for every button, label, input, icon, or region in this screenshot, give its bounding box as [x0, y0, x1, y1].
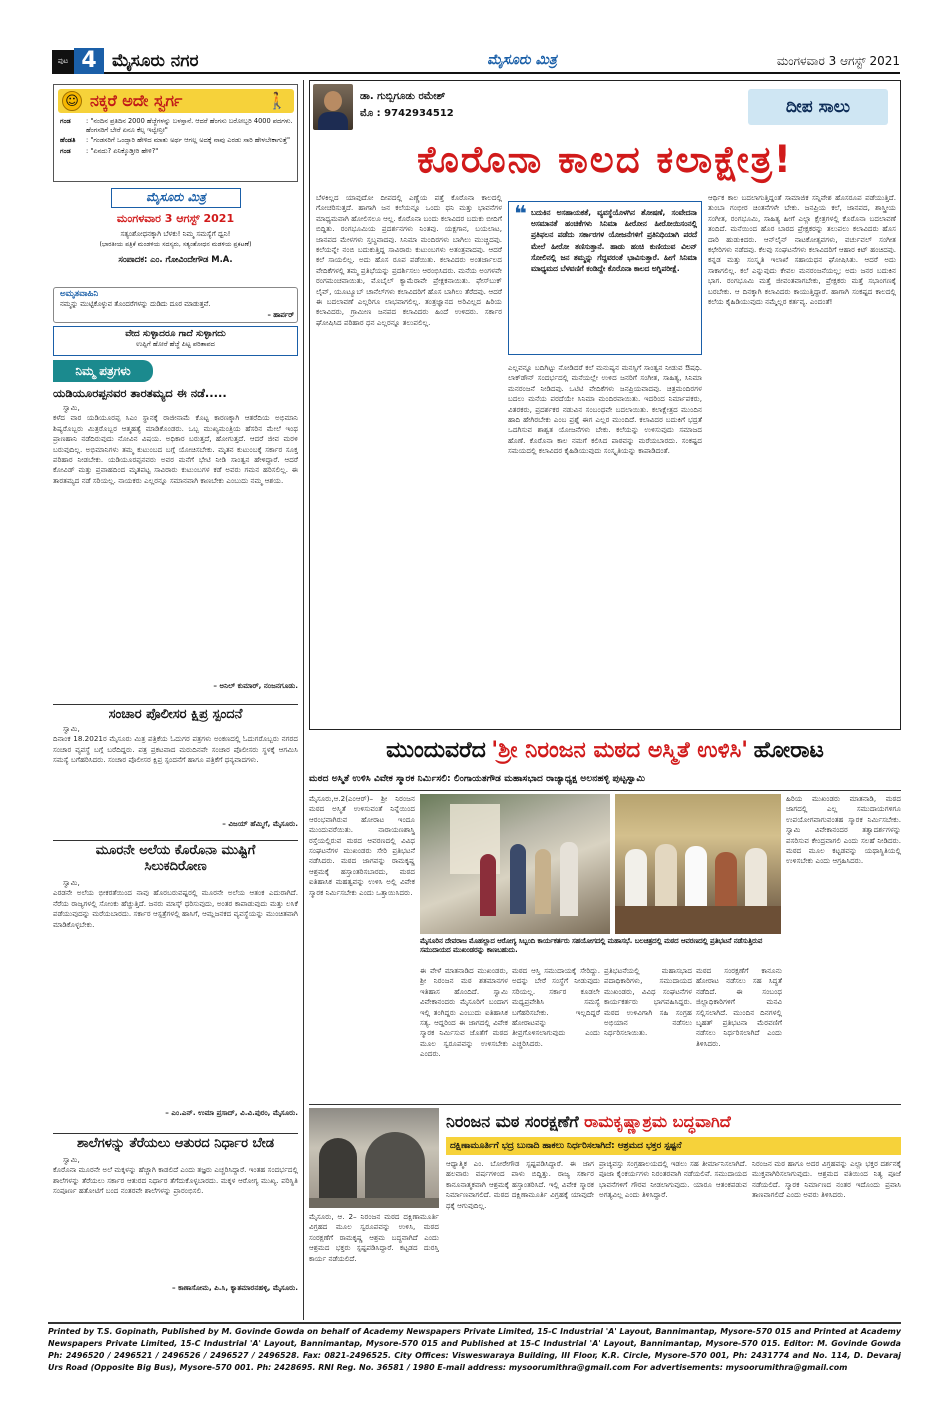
quote-mark-icon: ❝ — [514, 202, 527, 227]
author-phone: ಮೊ : 9742934512 — [360, 108, 454, 119]
letter-signoff: – ಅನಿಲ್ ಕುಮಾರ್, ನಂಜನಗೂಡು. — [213, 681, 298, 691]
page-number: 4 — [74, 48, 104, 74]
author-name: ಡಾ. ಗುಬ್ಬಿಗೂಡು ರಮೇಶ್ — [360, 91, 446, 102]
amruthavahini-title: ಅಮೃತವಾಹಿನಿ — [60, 289, 99, 299]
feature-col2: ಎಲ್ಲವನ್ನೂ ಬದಿಗಿಟ್ಟು ನೋಡಿದರೆ ಕಲೆ ಮನುಷ್ಯನ ಮನಸ್ಸಿಗೆ ಸಾಂತ್ವನ ನೀಡುವ ಔಷಧಿ. ಲಾಕ್‌ಡೌನ್ ಸಂದರ್ಭದಲ್ಲಿ ಮನೆಯಲ್ಲೇ ಉಳಿದ ಜನರಿಗೆ ಸಂಗೀತ, ಸಾಹಿತ್ಯ, ಸಿನಿಮಾ ಮನರಂಜನೆ ನೀಡಿದವು. ಒಟಿಟಿ ವೇದಿಕೆಗಳು ಜನಪ್ರಿಯವಾದವು. ಚಿತ್ರಮಂದಿರಗಳ ಬದಲು ಮನೆಯ ಪರದೆಯೇ ಸಿನಿಮಾ ಮಂದಿರವಾಯಿತು. ಇದರಿಂದ ನಿರ್ಮಾಪಕರು, ವಿತರಕರು, ಪ್ರದರ್ಶಕರ ನಡುವಿನ ಸಂಬಂಧವೇ ಬದಲಾಯಿತು. ಕಲಾಕ್ಷೇತ್ರದ ಮುಂದಿನ ಹಾದಿ ಹೇಗಿರಬೇಕು ಎಂಬ ಪ್ರಶ್ನೆ ಈಗ ಎಲ್ಲರ ಮುಂದಿದೆ. ಕಲಾವಿದರ ಬದುಕಿಗೆ ಭದ್ರತೆ ಒದಗಿಸುವ ಶಾಶ್ವತ ಯೋಜನೆಗಳು ಬೇಕು. ಕಲೆಯನ್ನು ಉಳಿಸುವುದು ಸಮಾಜದ ಹೊಣೆ. ಕೊರೊನಾ ಕಾಲ ನಮಗೆ ಕಲಿಸಿದ ಪಾಠವನ್ನು ಮರೆಯಬಾರದು. ಸಂಕಷ್ಟದ ಸಮಯದಲ್ಲಿ ಕಲಾವಿದರ ಕೈಹಿಡಿಯುವುದು ಸಂಸ್ಕೃತಿಯನ್ನು ಕಾಪಾಡಿದಂತೆ. — [508, 363, 702, 456]
letter-body: ಕೊರೊನಾ ಮೂರನೇ ಅಲೆ ಮಕ್ಕಳನ್ನು ಹೆಚ್ಚಾಗಿ ಕಾಡಲಿದೆ ಎಂದು ತಜ್ಞರು ಎಚ್ಚರಿಸಿದ್ದಾರೆ. ಇಂತಹ ಸಂದರ್ಭದಲ್ಲಿ ಶಾಲೆಗಳನ್ನು ತೆರೆಯಲು ಸರ್ಕಾರ ಆತುರದ ನಿರ್ಧಾರ ತೆಗೆದುಕೊಳ್ಳಬಾರದು. ಮಕ್ಕಳ ಆರೋಗ್ಯ ಮುಖ್ಯ. ಪರಿಸ್ಥಿತಿ ಸಂಪೂರ್ಣ ಹತೋಟಿಗೆ ಬಂದ ನಂತರವೇ ಶಾಲೆಗಳನ್ನು ಪ್ರಾರಂಭಿಸಲಿ. — [53, 1165, 298, 1196]
proverb-box — [53, 326, 298, 356]
protest-headline-post: ಹೋರಾಟ — [753, 738, 824, 763]
protest-photo-caption: ಮೈಸೂರಿನ ದೇವರಾಜ ಮೊಹಲ್ಲಾದ ಆರೋಗ್ಯ ಸಿಬ್ಬಂದಿ ಕಾರ್ಯಕರ್ತರು ಸಹಯೋಗದಲ್ಲಿ ಮಹಾಸಭೆ. ಬಲಚಿತ್ರದಲ್ಲಿ ಮಠದ ಆವರಣದಲ್ಲಿ ಪ್ರತಿಭಟನೆ ನಡೆಸುತ್ತಿರುವ ಸಮುದಾಯದ ಮುಖಂಡರನ್ನು ಕಾಣಬಹುದು. — [420, 937, 763, 954]
ashram-col3: ಪ್ರಾಚ್ಯವಸ್ತು ಸಂಗ್ರಹಾಲಯದಲ್ಲಿ ಇಡಲು ಸಹ ತೀರ್ಮಾನಿಸಲಾಗಿದೆ. ಪೂಜಾ ಕೈಂಕರ್ಯಗಳು ನಿರಂತರವಾಗಿ ನಡೆಯಲಿವೆ. ಸಮುದಾಯದ ಭಾವನೆಗಳಿಗೆ ಗೌರವ ನೀಡಲಾಗುವುದು. ಯಾರೂ ಆತಂಕಪಡುವ ಅಗತ್ಯವಿಲ್ಲ ಎಂದು ತಿಳಿಸಿದ್ದಾರೆ. — [599, 1159, 747, 1200]
feature-col1: ಬೆಳಕಿಲ್ಲದ ಯಾವುದೋ ದೀಪದಲ್ಲಿ ಎಣ್ಣೆಯ ಪತ್ತೆ ಕೊರೊನಾ ಕಾಲದಲ್ಲಿ ಗೋಚರಿಸುತ್ತದೆ. ಹಾಗಾಗಿ ಜನ ಕಲೆಯನ್ನೂ ಒಂದು ಧನಿ ಮತ್ತು ಭಾವನೆಗಳ ಮಾಧ್ಯಮವಾಗಿ ಹೋಲಿಸಲೂ ಆಲ್ಲ. ಕೊರೊನಾ ಬಂದು ಕಲಾವಿದರ ಬದುಕು ಬೀದಿಗೆ ಬಿದ್ದಿತು. ರಂಗಭೂಮಿಯ ಪ್ರದರ್ಶನಗಳು ನಿಂತವು. ಯಕ್ಷಗಾನ, ಬಯಲಾಟ, ಜಾನಪದ ಮೇಳಗಳು ಸ್ತಬ್ಧವಾದವು. ಸಿನಿಮಾ ಮಂದಿರಗಳು ಬಾಗಿಲು ಮುಚ್ಚಿದವು. ಕಲೆಯನ್ನೇ ನಂಬಿ ಬದುಕುತ್ತಿದ್ದ ಸಾವಿರಾರು ಕುಟುಂಬಗಳು ಅತಂತ್ರವಾದವು. ಆದರೆ ಕಲೆ ಸಾಯಲಿಲ್ಲ. ಅದು ಹೊಸ ರೂಪ ಪಡೆಯಿತು. ಕಲಾವಿದರು ಅಂತರ್ಜಾಲದ ವೇದಿಕೆಗಳಲ್ಲಿ ತಮ್ಮ ಪ್ರತಿಭೆಯನ್ನು ಪ್ರದರ್ಶಿಸಲು ಆರಂಭಿಸಿದರು. ಮನೆಯ ಅಂಗಳವೇ ರಂಗಮಂಚವಾಯಿತು, ಮೊಬೈಲ್ ಕ್ಯಾಮೆರಾವೇ ಪ್ರೇಕ್ಷಕನಾಯಿತು. ಫೇಸ್‌ಬುಕ್ ಲೈವ್, ಯೂಟ್ಯೂಬ್ ಚಾನೆಲ್‌ಗಳು ಕಲಾವಿದರಿಗೆ ಹೊಸ ಬಾಗಿಲು ತೆರೆದವು. ಆದರೆ ಈ ಬದಲಾವಣೆ ಎಲ್ಲರಿಗೂ ಲಾಭವಾಗಲಿಲ್ಲ. ತಂತ್ರಜ್ಞಾನದ ಅರಿವಿಲ್ಲದ ಹಿರಿಯ ಕಲಾವಿದರು, ಗ್ರಾಮೀಣ ಜನಪದ ಕಲಾವಿದರು ಹಿಂದೆ ಉಳಿದರು. ಸರ್ಕಾರ ಘೋಷಿಸಿದ ಪರಿಹಾರ ಧನ ಎಲ್ಲರನ್ನೂ ತಲುಪಲಿಲ್ಲ. — [316, 193, 502, 327]
protest-body-4: ಮಠದ ಸಂರಕ್ಷಣೆಗೆ ಕಾನೂನು ಹೋರಾಟ ನಡೆಸಲು ಸಹ ಸಿದ್ಧತೆ ನಡೆದಿದೆ. ಈ ಸಂಬಂಧ ಜಿಲ್ಲಾಧಿಕಾರಿಗಳಿಗೆ ಮನವಿ ಸಲ್ಲಿಸಲಾಗಿದೆ. ಮುಂದಿನ ದಿನಗಳಲ್ಲಿ ಬೃಹತ್ ಪ್ರತಿಭಟನಾ ಮೆರವಣಿಗೆ ನಡೆಸಲು ನಿರ್ಧರಿಸಲಾಗಿದೆ ಎಂದು ತಿಳಿಸಿದರು. — [696, 966, 782, 1048]
protest-body-2: ಮಠದ ಆಸ್ತಿ ಸಮುದಾಯಕ್ಕೆ ಸೇರಿದ್ದು. ಅದನ್ನು ಬೇರೆ ಸಂಸ್ಥೆಗೆ ನೀಡುವುದು ಸರಿಯಲ್ಲ. ಸರ್ಕಾರ ಕೂಡಲೇ ಮಧ್ಯಪ್ರವೇಶಿಸಿ ಸಮಸ್ಯೆ ಬಗೆಹರಿಸಬೇಕು. ಇಲ್ಲದಿದ್ದರೆ ಹೋರಾಟವನ್ನು ತೀವ್ರಗೊಳಿಸಲಾಗುವುದು ಎಂದು ಎಚ್ಚರಿಸಿದರು. — [512, 966, 600, 1048]
info-date: ಮಂಗಳವಾರ 3 ಆಗಸ್ಟ್ 2021 — [116, 212, 235, 225]
amruthavahini-author: – ಹಾರ್ಪರ್ — [267, 311, 294, 319]
letter-title: ಸಂಚಾರ ಪೊಲೀಸರ ಕ್ಷಿಪ್ರ ಸ್ಪಂದನೆ — [108, 707, 243, 722]
laughing-face-icon: ☺ — [62, 91, 82, 111]
info-logo: ಮೈಸೂರು ಮಿತ್ರ — [111, 188, 241, 208]
protest-body-3: ಪ್ರತಿಭಟನೆಯಲ್ಲಿ ಮಹಾಸಭಾದ ಪದಾಧಿಕಾರಿಗಳು, ಸಮುದಾಯದ ಮುಖಂಡರು, ವಿವಿಧ ಸಂಘಟನೆಗಳ ಕಾರ್ಯಕರ್ತರು ಭಾಗವಹಿಸಿದ್ದರು. ಮಠದ ಉಳಿವಿಗಾಗಿ ಸಹಿ ಸಂಗ್ರಹ ಅಭಿಯಾನ ನಡೆಸಲು ನಿರ್ಧರಿಸಲಾಯಿತು. — [604, 966, 692, 1038]
protest-headline-quote: 'ಶ್ರೀ ನಿರಂಜನ ಮಠದ ಅಸ್ಮಿತೆ ಉಳಿಸಿ' — [491, 738, 749, 763]
protest-lead: ಮೈಸೂರು,ಆ.2(ಎಂಆರ್)– ಶ್ರೀ ನಿರಂಜನ ಮಠದ ಅಸ್ಮಿತೆ ಉಳಿಸುವಂತೆ ನಿನ್ನೆಯಿಂದ ಆರಂಭವಾಗಿರುವ ಹೋರಾಟ ಇಂದೂ ಮುಂದುವರೆಯಿತು. ನಾರಾಯಣಶಾಸ್ತ್ರಿ ರಸ್ತೆಯಲ್ಲಿರುವ ಮಠದ ಆವರಣದಲ್ಲಿ ವಿವಿಧ ಸಂಘಟನೆಗಳ ಮುಖಂಡರು ಸೇರಿ ಪ್ರತಿಭಟನೆ ನಡೆಸಿದರು. ಮಠದ ಜಾಗವನ್ನು ರಾಮಕೃಷ್ಣ ಆಶ್ರಮಕ್ಕೆ ಹಸ್ತಾಂತರಿಸಬಾರದು, ಮಠದ ಐತಿಹಾಸಿಕ ಮಹತ್ವವನ್ನು ಉಳಿಸಿ ಅಲ್ಲಿ ವಿವೇಕ ಸ್ಮಾರಕ ನಿರ್ಮಿಸಬೇಕು ಎಂದು ಒತ್ತಾಯಿಸಿದರು. — [309, 794, 415, 897]
masthead — [52, 46, 900, 74]
ashram-subhead: ದಕ್ಷಿಣಾಮೂರ್ತಿಗೆ ಭದ್ರ ಬುನಾದಿ ಹಾಕಲು ನಿರ್ಧರಿಸಲಾಗಿದೆ: ಆಶ್ರಮದ ಭಕ್ತರ ಸ್ಪಷ್ಟನೆ — [446, 1137, 901, 1155]
humor-line: ಗಂಡ : "ಏನದು? ಏನಿಕ್ಕೊಡ್ತೀರಿ ಹೇಳಿ?" — [60, 146, 159, 155]
paper-name: ಮೈಸೂರು ಮಿತ್ರ — [487, 52, 557, 68]
letter-2 — [53, 707, 298, 837]
info-line1: ಸತ್ಯಂಶೋಧನಕ್ಕಾಗಿ ಬೆಳಕು! ನಿಮ್ಮ ಸಮಸ್ಯೆಗೆ ಧ್ವನಿ! — [120, 230, 231, 238]
letter-title: ಮೂರನೇ ಅಲೆಯ ಕೊರೊನಾ ಮುಷ್ಟಿಗೆ ಸಿಲುಕದಿರೋಣ — [95, 843, 256, 874]
letter-signoff: – ಕಾಣಾಸೋಮ, ಪಿ.ಸಿ, ಕ್ಯಾತಮಾರನಹಳ್ಳಿ, ಮೈಸೂರು. — [172, 1283, 298, 1293]
humor-title: ನಕ್ಕರೆ ಅದೇ ಸ್ವರ್ಗ — [90, 91, 183, 110]
author-photo — [313, 84, 353, 130]
section-title: ಮೈಸೂರು ನಗರ — [112, 51, 199, 71]
mutt-photo — [309, 1108, 439, 1208]
letter-salutation: ಸ್ವಾಮಿ, — [63, 724, 80, 733]
amruthavahini-text: ನಮ್ಮನ್ನು ಮುಟ್ಟಿಕೊಳ್ಳುವ ತೊಂದರೆಗಳನ್ನು ದುಡಿದು ದೂರ ಮಾಡುತ್ತವೆ. — [60, 300, 211, 308]
info-line2: (ಭಾರತೀಯ ಪತ್ರಿಕೆ ಮಂಡಳಿಯ ಸದಸ್ಯರು, ಸತ್ಯಂಶೋಧನ ಮಡಳಿಯ ಪ್ರಕಟಣೆ) — [99, 241, 252, 248]
feature-article — [309, 80, 901, 730]
info-editor: ಸಂಪಾದಕ: ಎಂ. ಗೋವಿಂದೇಗೌಡ M.A. — [118, 254, 233, 264]
humor-title-bar — [58, 89, 294, 113]
proverb-line1: ವೇದ ಸುಳ್ಳಾದರೂ ಗಾದೆ ಸುಳ್ಳಾಗದು — [125, 329, 226, 339]
ashram-headline-pre: ನಿರಂಜನ ಮಠ ಸಂರಕ್ಷಣೆಗೆ — [446, 1112, 579, 1131]
letter-title: ಶಾಲೆಗಳನ್ನು ತೆರೆಯಲು ಆತುರದ ನಿರ್ಧಾರ ಬೇಡ — [77, 1136, 274, 1151]
letter-4 — [53, 1136, 298, 1316]
protest-headline-pre: ಮುಂದುವರೆದ — [386, 738, 486, 763]
humor-lines — [60, 117, 294, 155]
letter-signoff: – ವಿಜಯ್ ಹೆಮ್ಮಿಗೆ, ಮೈಸೂರು. — [222, 819, 298, 829]
letters-banner: ನಿಮ್ಮ ಪತ್ರಗಳು — [53, 360, 153, 382]
letter-title: ಯಡಿಯೂರಪ್ಪನವರ ತಾರತಮ್ಯದ ಈ ನಡೆ..... — [53, 386, 227, 400]
page-tag: ಪುಟ — [52, 50, 74, 72]
pullquote-text: ಬದುಕಿನ ಅಸಹಾಯಕತೆ, ವ್ಯವಸ್ಥೆಯೊಳಗಿನ ಶೋಷಣೆ, ಸಂವೇದನಾ ಅಸಮಾನತೆ ಹಂಚಿಕೆಗಳು ಸಿನಿಮಾ ಹೀರೋನ ಹೀರೋಯಿಸಂನಲ್ಲಿ ಪ್ರತಿಫಲನ ಪಡೆದು ಸರ್ಕಾರಗಳ ಯೋಜನೆಗಳಿಗೆ ಪ್ರತಿನಿಧಿಯಾಗಿ ಪರದೆ ಮೇಲೆ ಹೀರೋ ತಣಿಸುತ್ತಾನೆ. ಹಾಡು ಹಂಚಿ ಕುಣಿಯುವ ವಿಲನ್ ಸೋಲಿನಲ್ಲಿ ಜನ ತಮ್ಮನ್ನು ಗೆದ್ದವರಂತೆ ಭಾವಿಸುತ್ತಾರೆ. ಹೀಗೆ ಸಿನಿಮಾ ಮಾಧ್ಯಮದ ಬೆಳವಣಿಗೆ ಕಂಡಿದ್ದೇ ಕೊರೊನಾ ಕಾಲದ ಅಗ್ನಿಪರೀಕ್ಷೆ. — [531, 208, 697, 274]
protest-subhead: ಮಠದ ಅಸ್ಮಿತೆ ಉಳಿಸಿ ವಿವೇಕ ಸ್ಮಾರಕ ನಿರ್ಮಿಸಲಿ: ಲಿಂಗಾಯತಗೌಡ ಮಹಾಸಭಾದ ರಾಜ್ಯಾಧ್ಯಕ್ಷ ಅಲನಹಳ್ಳಿ ಪುಟ್ಟಸ್ವಾಮಿ — [309, 773, 646, 784]
ashram-headline — [446, 1110, 901, 1134]
protest-headline — [309, 735, 901, 767]
page-date: ಮಂಗಳವಾರ 3 ಆಗಸ್ಟ್ 2021 — [776, 54, 900, 68]
ashram-headline-accent: ರಾಮಕೃಷ್ಣಾಶ್ರಮ ಬದ್ಧವಾಗಿದೆ — [584, 1112, 731, 1131]
humor-line: ಹೆಂಡತಿ : "ಗಂಡಸರಿಗೆ ಒಂದ್ಸಾರಿ ಹೇಳಿದ ಮಾತು ಅರ್ಥ ಆಗಲ್ಲ ಅದಕ್ಕೆ ನಾವು ಎರಡು ಸಾರಿ ಹೇಳಬೇಕಾಗುತ್ತೆ" — [60, 136, 291, 144]
feature-headline: ಕೊರೊನಾ ಕಾಲದ ಕಲಾಕ್ಷೇತ್ರ! — [417, 138, 793, 181]
protest-photo-right — [615, 794, 781, 934]
protest-body-right: ಹಿರಿಯ ಮುಖಂಡರು ಮಾತನಾಡಿ, ಮಠದ ಜಾಗದಲ್ಲಿ ಎಲ್ಲ ಸಮುದಾಯಗಳಿಗೂ ಉಪಯೋಗವಾಗುವಂತಹ ಸ್ಮಾರಕ ನಿರ್ಮಿಸಬೇಕು. ಸ್ವಾಮಿ ವಿವೇಕಾನಂದರ ತತ್ವಾದರ್ಶಗಳನ್ನು ಪಸರಿಸುವ ಕೇಂದ್ರವಾಗಲಿ ಎಂದು ಸಲಹೆ ನೀಡಿದರು. ಮಠದ ಮೂಲ ಕಟ್ಟಡವನ್ನು ಯಥಾಸ್ಥಿತಿಯಲ್ಲಿ ಉಳಿಸಬೇಕು ಎಂದು ಆಗ್ರಹಿಸಿದರು. — [786, 794, 901, 866]
imprint: Printed by T.S. Gopinath, Published by M. Govinde Gowda on behalf of Academy Newspapers Private Limited, 15-C Industrial 'A' Layout, Bannimantap, Mysore-570 015 and Printed at Academy Newspapers Private Limited, 15-C Industrial 'A' Layout, Bannimantap, Mysore-570 015 and Published at 15-C Industrial 'A' Layout, Bannimantap, Mysore-570 015. Editor: M. Govinde Gowda Ph: 2496520 / 2496521 / 2496526 / 2496527 / 2496528. Fax: 0821-2496525. City Offices: Visweswaraya Building, III Floor, K.R. Circle, Mysore-570 001, Ph: 2431774 and No. 114, D. Devaraj Urs Road (Opposite Big Bus), Mysore-570 001. Ph: 2428695. RNI Reg. No. 36581 / 1980 E-mail address: mysoorumithra@gmail.com For advertisements: mysoorumithra@gmail.com — [48, 1327, 901, 1372]
info-box — [53, 186, 298, 284]
letter-3 — [53, 843, 298, 1130]
feature-col3: ಆರ್ಥಿಕ ಕಾಲ ಬದಲಾಗುತ್ತಿದ್ದಂತೆ ಸಾಮಾಜಿಕ ಸನ್ನಿವೇಶ ಹೊಸರೂಪ ಪಡೆಯುತ್ತಿದೆ. ತುಂಬಾ ಗಂಭೀರ ಚಿಂತನೆಗಳೇ ಬೇಕು. ಜನಪ್ರಿಯ ಕಲೆ, ಜಾನಪದ, ಶಾಸ್ತ್ರೀಯ ಸಂಗೀತ, ರಂಗಭೂಮಿ, ಸಾಹಿತ್ಯ ಹೀಗೆ ಎಲ್ಲಾ ಕ್ಷೇತ್ರಗಳಲ್ಲಿ ಕೊರೊನಾ ಬದಲಾವಣೆ ತಂದಿದೆ. ಮನೆಯಿಂದ ಹೊರ ಬಾರದ ಪ್ರೇಕ್ಷಕರನ್ನು ತಲುಪಲು ಕಲಾವಿದರು ಹೊಸ ದಾರಿ ಹುಡುಕಿದರು. ಆನ್‌ಲೈನ್ ನಾಟಕೋತ್ಸವಗಳು, ವರ್ಚುವಲ್ ಸಂಗೀತ ಕಛೇರಿಗಳು ನಡೆದವು. ಕೆಲವು ಸಂಘಟನೆಗಳು ಕಲಾವಿದರಿಗೆ ಆಹಾರ ಕಿಟ್ ಹಂಚಿದವು. ಕನ್ನಡ ಮತ್ತು ಸಂಸ್ಕೃತಿ ಇಲಾಖೆ ಸಹಾಯಧನ ಘೋಷಿಸಿತು. ಆದರೆ ಅದು ಸಾಕಾಗಲಿಲ್ಲ. ಕಲೆ ಎನ್ನುವುದು ಕೇವಲ ಮನರಂಜನೆಯಲ್ಲ; ಅದು ಜನರ ಬದುಕಿನ ಭಾಗ. ರಂಗಭೂಮಿ ಮತ್ತೆ ಜೀವಂತವಾಗಬೇಕು, ಪ್ರೇಕ್ಷಕರು ಮತ್ತೆ ಸಭಾಂಗಣಕ್ಕೆ ಬರಬೇಕು. ಆ ದಿನಕ್ಕಾಗಿ ಕಲಾವಿದರು ಕಾಯುತ್ತಿದ್ದಾರೆ. ಹಾಗಾಗಿ ಸಂಕಷ್ಟದ ಕಾಲದಲ್ಲಿ ಕಲೆಯ ಕೈಹಿಡಿಯುವುದು ನಮ್ಮೆಲ್ಲರ ಕರ್ತವ್ಯ. ಎಂದಂತೆ! — [708, 193, 896, 307]
ashram-col4: ನಿರಂಜನ ಮಠ ಹಾಗೂ ಅದರ ವಿಗ್ರಹವನ್ನು ಎಲ್ಲಾ ಭಕ್ತರ ದರ್ಶನಕ್ಕೆ ಮುಕ್ತವಾಗಿರಿಸಲಾಗುವುದು. ಆಶ್ರಮದ ವತಿಯಿಂದ ನಿತ್ಯ ಪೂಜೆ ನಡೆಯಲಿದೆ. ಸ್ಮಾರಕ ನಿರ್ಮಾಣದ ನಂತರ ಇದೊಂದು ಪ್ರವಾಸಿ ತಾಣವಾಗಲಿದೆ ಎಂದು ಅವರು ತಿಳಿಸಿದರು. — [752, 1159, 901, 1200]
ashram-col2: ಆಧ್ಯಾತ್ಮಿಕ ಎಂ. ಬೋರೇಗೌಡ ಸ್ಪಷ್ಟಪಡಿಸಿದ್ದಾರೆ. ಈ ಜಾಗ ಹಲವಾರು ವರ್ಷಗಳಿಂದ ಪಾಳು ಬಿದ್ದಿತ್ತು. ರಾಜ್ಯ ಸರ್ಕಾರ ಕಾನೂನಾತ್ಮಕವಾಗಿ ಆಶ್ರಮಕ್ಕೆ ಹಸ್ತಾಂತರಿಸಿದೆ. ಇಲ್ಲಿ ವಿವೇಕ ಸ್ಮಾರಕ ನಿರ್ಮಾಣವಾಗಲಿದೆ. ಮಠದ ದಕ್ಷಿಣಾಮೂರ್ತಿ ವಿಗ್ರಹಕ್ಕೆ ಯಾವುದೇ ಧಕ್ಕೆ ಆಗುವುದಿಲ್ಲ. — [446, 1159, 594, 1210]
amruthavahini-box — [53, 287, 298, 323]
protest-body-1: ಈ ವೇಳೆ ಮಾತನಾಡಿದ ಮುಖಂಡರು, ಶ್ರೀ ನಿರಂಜನ ಮಠ ಶತಮಾನಗಳ ಇತಿಹಾಸ ಹೊಂದಿದೆ. ಸ್ವಾಮಿ ವಿವೇಕಾನಂದರು ಮೈಸೂರಿಗೆ ಬಂದಾಗ ಇಲ್ಲಿ ತಂಗಿದ್ದರು ಎಂಬುದು ಐತಿಹಾಸಿಕ ಸತ್ಯ. ಆದ್ದರಿಂದ ಈ ಜಾಗದಲ್ಲಿ ವಿವೇಕ ಸ್ಮಾರಕ ನಿರ್ಮಿಸುವ ಜೊತೆಗೆ ಮಠದ ಮೂಲ ಸ್ವರೂಪವನ್ನು ಉಳಿಸಬೇಕು ಎಂದರು. — [420, 966, 508, 1059]
column-name: ದೀಪ ಸಾಲು — [748, 89, 888, 125]
letter-salutation: ಸ್ವಾಮಿ, — [63, 1155, 80, 1164]
humor-box — [53, 84, 298, 182]
proverb-line2: ಉಪ್ಪಿಗೆ ಹೋರೆ ಹೆಜ್ಜೆ ಪಿಟ್ಟ ಪರಿತಾಪದ — [136, 340, 215, 348]
letter-signoff: – ಎಂ.ಎನ್. ಉಮಾ ಪ್ರಸಾದ್, ವಿ.ವಿ.ಪುರಂ, ಮೈಸೂರು. — [165, 1108, 298, 1118]
ashram-lead: ಮೈಸೂರು, ಆ. 2– ನಿರಂಜನ ಮಠದ ದಕ್ಷಿಣಾಮೂರ್ತಿ ವಿಗ್ರಹದ ಮೂಲ ಸ್ವರೂಪವನ್ನು ಉಳಿಸಿ, ಮಠದ ಸಂರಕ್ಷಣೆಗೆ ರಾಮಕೃಷ್ಣ ಆಶ್ರಮ ಬದ್ಧವಾಗಿದೆ ಎಂದು ಆಶ್ರಮದ ಭಕ್ತರು ಸ್ಪಷ್ಟಪಡಿಸಿದ್ದಾರೆ. ಕಟ್ಟಡದ ದುರಸ್ತಿ ಕಾರ್ಯ ನಡೆಯಲಿದೆ. — [309, 1212, 439, 1263]
letter-salutation: ಸ್ವಾಮಿ, — [63, 403, 80, 412]
pullquote-box — [508, 201, 702, 355]
humor-line: ಗಂಡ : "ನಂದಿನ ಪ್ರತಿದಿನ 2000 ಹೆಜ್ಜೆಗಳನ್ನು ಬಳಸ್ತಾನೆ. ಆದರೆ ಹೆಂಗಸು ಬರೋಬ್ಬರಿ 4000 ಪದಗಳು. ಹೆಂಗಸರಿಗೆ ಬೇರೆ ಏನೂ ಕೆಲ್ಸ ಇಲ್ವೇನ್ರೀ" — [60, 117, 293, 134]
letter-salutation: ಸ್ವಾಮಿ, — [63, 878, 80, 887]
letter-body: ಎರಡನೇ ಅಲೆಯ ಭೀಕರತೆಯಿಂದ ನಾವು ಹೊರಬರುವಷ್ಟರಲ್ಲಿ ಮೂರನೇ ಅಲೆಯ ಆತಂಕ ಎದುರಾಗಿದೆ. ನೆರೆಯ ರಾಜ್ಯಗಳಲ್ಲಿ ಸೋಂಕು ಹೆಚ್ಚುತ್ತಿದೆ. ಜನರು ಮಾಸ್ಕ್ ಧರಿಸುವುದು, ಅಂತರ ಕಾಪಾಡುವುದು ಮತ್ತು ಲಸಿಕೆ ಪಡೆಯುವುದನ್ನು ಮರೆಯಬಾರದು. ಸರ್ಕಾರ ಆಸ್ಪತ್ರೆಗಳಲ್ಲಿ ಹಾಸಿಗೆ, ಆಮ್ಲಜನಕದ ವ್ಯವಸ್ಥೆಯನ್ನು ಮುಂಚಿತವಾಗಿ ಮಾಡಿಕೊಳ್ಳಬೇಕು. — [53, 888, 298, 929]
figure-icon: 🚶 — [267, 91, 287, 110]
letter-1 — [53, 386, 298, 701]
letter-body: ಕಳೆದ ವಾರ ಯಡಿಯೂರಪ್ಪ ಸಿಎಂ ಸ್ಥಾನಕ್ಕೆ ರಾಜೀನಾಮೆ ಕೊಟ್ಟ ಕಾರಣಕ್ಕಾಗಿ ಆತರೆದಿಯ ಅಭಿಮಾನಿ ಶಿಷ್ಯರೊಬ್ಬರು ಮಿತ್ರರೊಬ್ಬರ ಆತ್ಮಹತ್ಯೆ ಮಾಡಿಕೊಂಡರು. ಒಬ್ಬ ಮುಖ್ಯಮಂತ್ರಿಯ ಹೆಸರಿನ ಮೇಲೆ ಇಂಥ ಪ್ರಾಣಹಾನಿ ನಡೆದಿರುವುದು ನೋವಿನ ವಿಷಯ. ಅಧಿಕಾರ ಬರುತ್ತದೆ, ಹೋಗುತ್ತದೆ. ಆದರೆ ಜೀವ ಮರಳಿ ಬರುವುದಿಲ್ಲ. ಅಭಿಮಾನಿಗಳು ತಮ್ಮ ಕುಟುಂಬದ ಬಗ್ಗೆ ಯೋಚಿಸಬೇಕು. ಮೃತನ ಕುಟುಂಬಕ್ಕೆ ಸರ್ಕಾರ ಸೂಕ್ತ ಪರಿಹಾರ ನೀಡಬೇಕು. ಯಡಿಯೂರಪ್ಪನವರು ಅವರ ಮನೆಗೆ ಭೇಟಿ ನೀಡಿ ಸಾಂತ್ವನ ಹೇಳಿದ್ದಾರೆ. ಆದರೆ ಕೋವಿಡ್ ಮತ್ತು ಪ್ರವಾಹದಿಂದ ಮೃತಪಟ್ಟ ಸಾವಿರಾರು ಕುಟುಂಬಗಳ ಕಡೆ ಅವರು ಗಮನ ಹರಿಸಲಿಲ್ಲ. ಈ ತಾರತಮ್ಯದ ನಡೆ ಸರಿಯಲ್ಲ. ನಾಯಕರು ಎಲ್ಲರನ್ನೂ ಸಮಾನವಾಗಿ ಕಾಣಬೇಕು ಎಂಬುದು ನಮ್ಮ ಆಶಯ. — [53, 413, 298, 485]
protest-photo-left — [420, 794, 610, 934]
letter-body: ದಿನಾಂಕ 18.2021ರ ಮೈಸೂರು ಮಿತ್ರ ಪತ್ರಿಕೆಯ ಓದುಗರ ಪತ್ರಗಳು ಅಂಕಣದಲ್ಲಿ ಓದುಗರೊಬ್ಬರು ನಗರದ ಸಂಚಾರ ವ್ಯವಸ್ಥೆ ಬಗ್ಗೆ ಬರೆದಿದ್ದರು. ಪತ್ರ ಪ್ರಕಟವಾದ ಮರುದಿನವೇ ಸಂಚಾರ ಪೊಲೀಸರು ಸ್ಥಳಕ್ಕೆ ಆಗಮಿಸಿ ಸಮಸ್ಯೆ ಬಗೆಹರಿಸಿದರು. ಸಂಚಾರ ಪೊಲೀಸರ ಕ್ಷಿಪ್ರ ಸ್ಪಂದನೆಗೆ ಹಾಗೂ ಪತ್ರಿಕೆಗೆ ಧನ್ಯವಾದಗಳು. — [53, 734, 298, 765]
